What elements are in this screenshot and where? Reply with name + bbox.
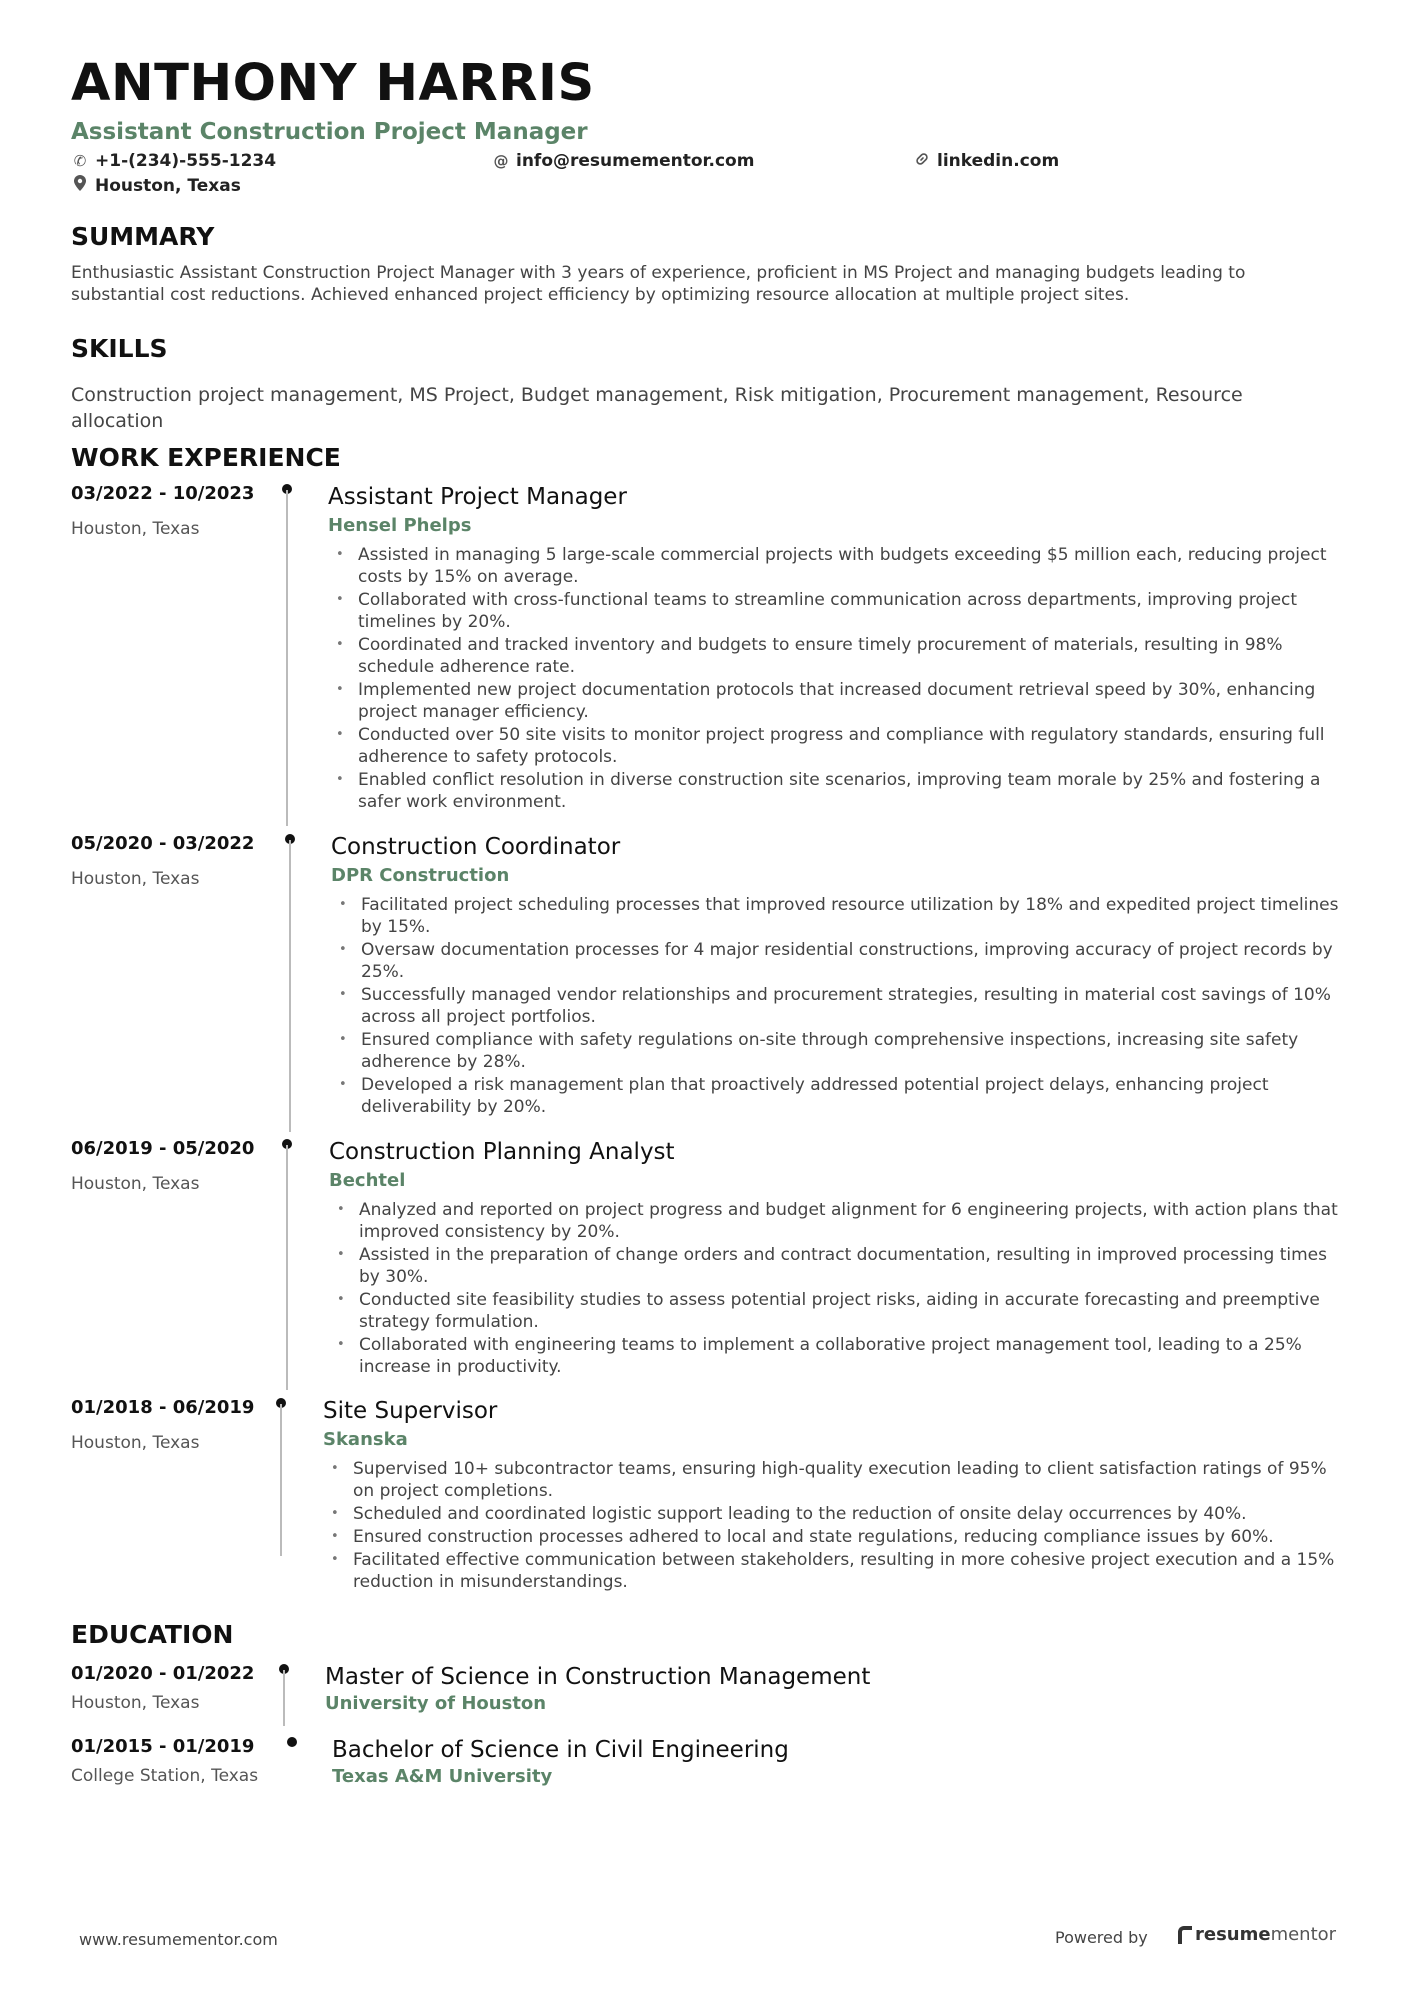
footer-website: www.resumementor.com <box>79 1930 278 1949</box>
brand-mark-icon <box>1178 1926 1192 1944</box>
at-icon: @ <box>493 152 509 170</box>
job-bullets <box>331 894 1341 1118</box>
job-location: Houston, Texas <box>71 519 200 539</box>
job-bullet: • Supervised 10+ subcontractor teams, ensuring high-quality execution leading to client satisfaction ratings of 95% on project completions. <box>331 1459 1327 1501</box>
job-bullet: • Scheduled and coordinated logistic support leading to the reduction of onsite delay occurrences by 40%. <box>331 1504 1247 1524</box>
job-bullet: • Oversaw documentation processes for 4 major residential constructions, improving accuracy of project records by 25%. <box>339 940 1333 982</box>
job-title: Site Supervisor <box>323 1398 498 1424</box>
map-pin-icon <box>71 175 89 197</box>
skills-text: Construction project management, MS Project, Budget management, Risk mitigation, Procurement management, Resource allocation <box>71 384 1243 432</box>
education-school: Texas A&M University <box>332 1766 553 1787</box>
linkedin-text: linkedin.com <box>937 151 1060 171</box>
education-degree: Master of Science in Construction Management <box>325 1664 871 1690</box>
education-dates: 01/2020 - 01/2022 <box>71 1663 255 1684</box>
job-title: Construction Coordinator <box>331 834 621 860</box>
education-school: University of Houston <box>325 1693 547 1714</box>
education-location: Houston, Texas <box>71 1693 200 1713</box>
skills-heading: SKILLS <box>71 334 168 363</box>
job-bullet: • Enabled conflict resolution in diverse construction site scenarios, improving team morale by 25% and fostering a safer work environment. <box>336 770 1321 812</box>
timeline-line <box>280 1404 282 1556</box>
contact-email <box>492 150 754 172</box>
job-company: Skanska <box>323 1429 408 1450</box>
contact-location <box>71 175 241 197</box>
job-bullets <box>328 544 1341 813</box>
job-company: Hensel Phelps <box>328 515 472 536</box>
education-entry <box>71 1735 1341 1805</box>
job-bullet: • Analyzed and reported on project progress and budget alignment for 6 engineering projects, with action plans that improved consistency by 20%. <box>337 1200 1338 1242</box>
job-entry <box>71 832 1341 1132</box>
job-bullet: • Collaborated with engineering teams to implement a collaborative project management tool, leading to a 25% increase in productivity. <box>337 1335 1302 1377</box>
timeline-dot <box>287 1737 297 1747</box>
job-details <box>328 482 1341 814</box>
education-entry <box>71 1662 1341 1732</box>
education-degree: Bachelor of Science in Civil Engineering <box>332 1737 789 1763</box>
job-bullet: • Assisted in managing 5 large-scale commercial projects with budgets exceeding $5 million each, reducing project costs by 15% on average. <box>336 545 1327 587</box>
job-details <box>331 832 1341 1119</box>
experience-heading: WORK EXPERIENCE <box>71 443 341 472</box>
timeline-line <box>286 490 288 826</box>
summary-heading: SUMMARY <box>71 222 215 251</box>
candidate-role: Assistant Construction Project Manager <box>71 119 588 145</box>
job-bullet: • Successfully managed vendor relationships and procurement strategies, resulting in material cost savings of 10% across all project portfolios. <box>339 985 1331 1027</box>
job-bullet: • Ensured construction processes adhered to local and state regulations, reducing compliance issues by 60%. <box>331 1527 1274 1547</box>
job-bullet: • Conducted over 50 site visits to monitor project progress and compliance with regulatory standards, ensuring full adherence to safety protocols. <box>336 725 1325 767</box>
job-company: DPR Construction <box>331 865 510 886</box>
education-details <box>325 1662 1341 1716</box>
brand-name-bold: resume <box>1195 1924 1271 1945</box>
phone-icon: ✆ <box>73 152 87 170</box>
job-title: Construction Planning Analyst <box>329 1139 675 1165</box>
job-entry <box>71 482 1341 822</box>
contact-linkedin <box>913 150 1059 172</box>
job-bullet: • Ensured compliance with safety regulations on-site through comprehensive inspections, increasing site safety adherence by 28%. <box>339 1030 1299 1072</box>
job-bullet: • Implemented new project documentation protocols that increased document retrieval speed by 30%, enhancing project manager efficiency. <box>336 680 1316 722</box>
job-bullets <box>323 1458 1341 1593</box>
job-bullet: • Coordinated and tracked inventory and budgets to ensure timely procurement of materials, resulting in 98% schedule adherence rate. <box>336 635 1283 677</box>
job-location: Houston, Texas <box>71 1174 200 1194</box>
education-location: College Station, Texas <box>71 1766 259 1786</box>
email-text: info@resumementor.com <box>516 151 755 171</box>
education-details <box>332 1735 1341 1789</box>
job-bullet: • Conducted site feasibility studies to assess potential project risks, aiding in accurate forecasting and preemptive strategy formulation. <box>337 1290 1320 1332</box>
job-details <box>329 1137 1341 1379</box>
link-icon <box>913 150 931 172</box>
job-bullet: • Facilitated effective communication between stakeholders, resulting in more cohesive project execution and a 15% reduction in misunderstandings. <box>331 1550 1335 1592</box>
location-text: Houston, Texas <box>95 176 241 196</box>
summary-text: Enthusiastic Assistant Construction Project Manager with 3 years of experience, proficient in MS Project and managing budgets leading to substantial cost reductions. Achieved enhanced project efficiency by optimizing resource allocation at multiple project sites. <box>71 263 1246 305</box>
job-dates: 06/2019 - 05/2020 <box>71 1138 255 1159</box>
job-dates: 03/2022 - 10/2023 <box>71 483 255 504</box>
job-company: Bechtel <box>329 1170 406 1191</box>
brand-name-light: mentor <box>1270 1924 1337 1945</box>
phone-text: +1-(234)-555-1234 <box>95 151 277 171</box>
job-bullets <box>329 1199 1341 1378</box>
job-entry <box>71 1137 1341 1387</box>
footer-powered-by: Powered by <box>1055 1928 1148 1947</box>
contact-phone <box>71 150 276 172</box>
job-bullet: • Developed a risk management plan that proactively addressed potential project delays, enhancing project deliverability by 20%. <box>339 1075 1269 1117</box>
timeline-line <box>283 1670 285 1726</box>
job-dates: 01/2018 - 06/2019 <box>71 1397 255 1418</box>
job-bullet: • Collaborated with cross-functional teams to streamline communication across departments, improving project timelines by 20%. <box>336 590 1298 632</box>
job-location: Houston, Texas <box>71 1433 200 1453</box>
job-entry <box>71 1396 1341 1616</box>
candidate-name: ANTHONY HARRIS <box>71 54 595 113</box>
education-dates: 01/2015 - 01/2019 <box>71 1736 255 1757</box>
job-title: Assistant Project Manager <box>328 484 627 510</box>
job-location: Houston, Texas <box>71 869 200 889</box>
education-heading: EDUCATION <box>71 1620 234 1649</box>
footer-brand-logo <box>1178 1924 1336 1945</box>
job-bullet: • Assisted in the preparation of change orders and contract documentation, resulting in improved processing times by 30%. <box>337 1245 1327 1287</box>
job-dates: 05/2020 - 03/2022 <box>71 833 255 854</box>
job-bullet: • Facilitated project scheduling processes that improved resource utilization by 18% and expedited project timelines by 15%. <box>339 895 1339 937</box>
timeline-line <box>289 840 291 1132</box>
timeline-line <box>286 1145 288 1390</box>
job-details <box>323 1396 1341 1594</box>
